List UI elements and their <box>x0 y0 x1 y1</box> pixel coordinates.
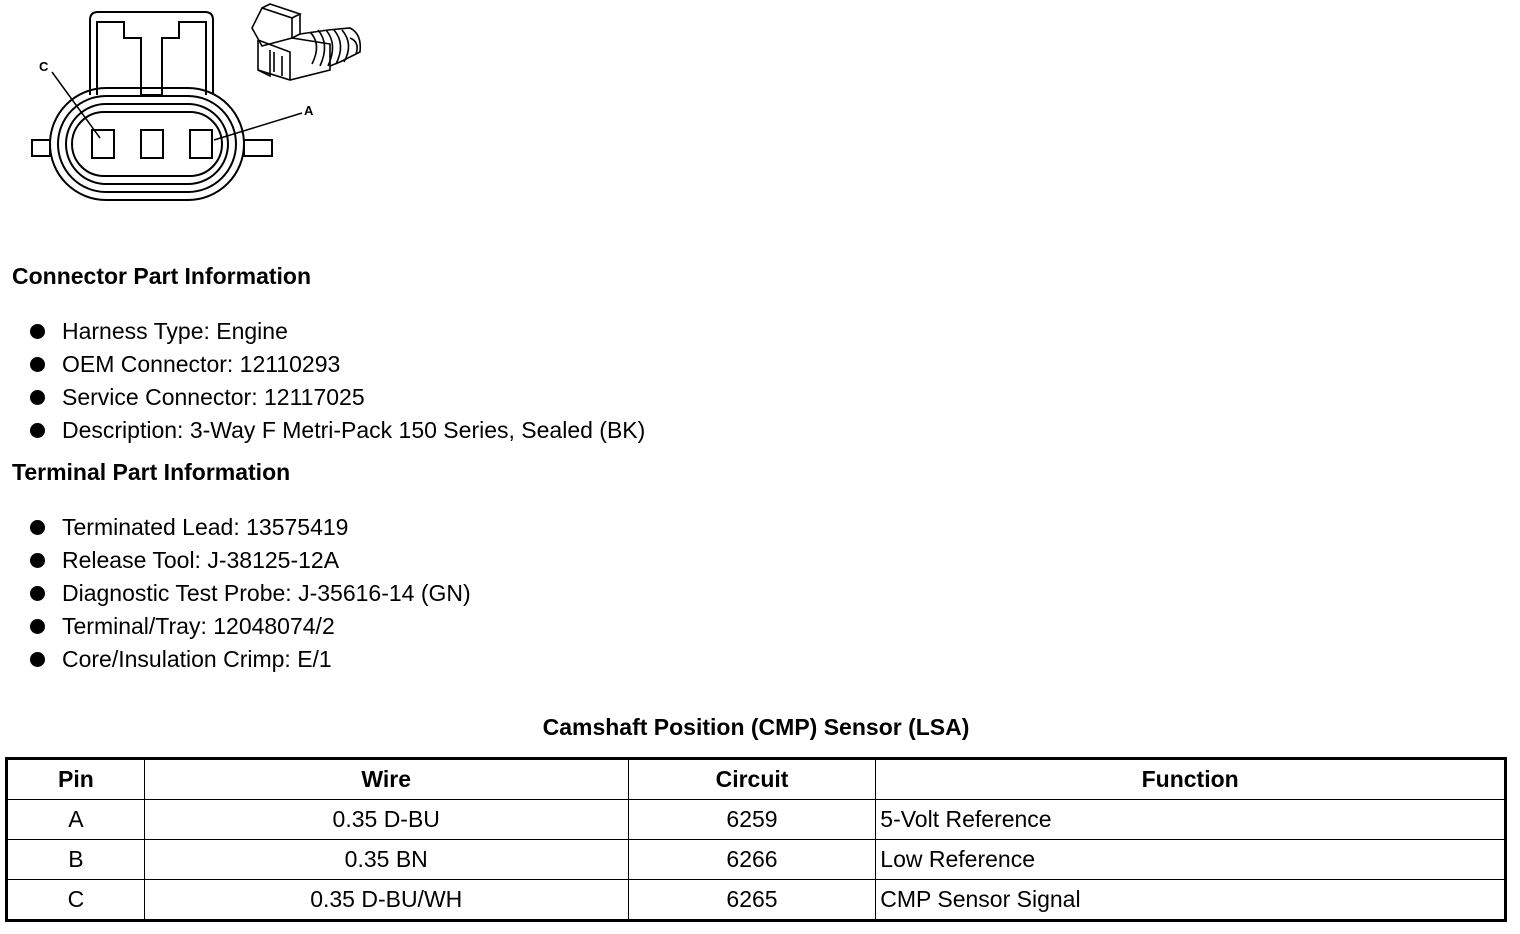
header-pin: Pin <box>7 759 145 800</box>
cell-function: 5-Volt Reference <box>876 800 1506 840</box>
table-row <box>7 880 1506 921</box>
connector-info-item: OEM Connector: 12110293 <box>62 351 341 377</box>
terminal-info-item: Release Tool: J-38125-12A <box>62 547 340 573</box>
table-row <box>7 800 1506 840</box>
list-item <box>30 348 645 381</box>
terminal-info-item: Diagnostic Test Probe: J-35616-14 (GN) <box>62 580 471 606</box>
list-item <box>30 315 645 348</box>
cell-pin: B <box>7 840 145 880</box>
bullet-icon <box>30 357 45 372</box>
cell-circuit: 6259 <box>628 800 876 840</box>
table-title: Camshaft Position (CMP) Sensor (LSA) <box>542 714 970 740</box>
list-item <box>30 610 471 643</box>
terminal-info-list <box>30 511 471 676</box>
cell-pin: A <box>7 800 145 840</box>
connector-info-item: Service Connector: 12117025 <box>62 384 365 410</box>
cell-wire: 0.35 D-BU <box>144 800 628 840</box>
bullet-icon <box>30 520 45 535</box>
terminal-info-heading: Terminal Part Information <box>12 459 291 485</box>
bullet-icon <box>30 390 45 405</box>
pin-table <box>5 757 1507 922</box>
list-item <box>30 511 471 544</box>
bullet-icon <box>30 553 45 568</box>
cell-wire: 0.35 BN <box>144 840 628 880</box>
cell-function: CMP Sensor Signal <box>876 880 1506 921</box>
bullet-icon <box>30 652 45 667</box>
table-header-row <box>7 759 1506 800</box>
cell-function: Low Reference <box>876 840 1506 880</box>
header-function: Function <box>876 759 1506 800</box>
terminal-info-item: Core/Insulation Crimp: E/1 <box>62 646 332 672</box>
cell-circuit: 6266 <box>628 840 876 880</box>
connector-info-heading: Connector Part Information <box>12 263 312 289</box>
connector-info-item: Harness Type: Engine <box>62 318 288 344</box>
terminal-info-item: Terminal/Tray: 12048074/2 <box>62 613 335 639</box>
connector-diagram <box>0 0 380 215</box>
bullet-icon <box>30 586 45 601</box>
cell-pin: C <box>7 880 145 921</box>
bullet-icon <box>30 619 45 634</box>
cell-circuit: 6265 <box>628 880 876 921</box>
connector-info-list <box>30 315 645 447</box>
terminal-info-item: Terminated Lead: 13575419 <box>62 514 349 540</box>
list-item <box>30 414 645 447</box>
list-item <box>30 577 471 610</box>
header-wire: Wire <box>144 759 628 800</box>
connector-info-item: Description: 3-Way F Metri-Pack 150 Series, Sealed (BK) <box>62 417 646 443</box>
list-item <box>30 544 471 577</box>
cell-wire: 0.35 D-BU/WH <box>144 880 628 921</box>
header-circuit: Circuit <box>628 759 876 800</box>
pin-label-c: C <box>39 59 49 74</box>
table-row <box>7 840 1506 880</box>
list-item <box>30 643 471 676</box>
bullet-icon <box>30 324 45 339</box>
bullet-icon <box>30 423 45 438</box>
pin-label-a: A <box>304 103 314 118</box>
list-item <box>30 381 645 414</box>
